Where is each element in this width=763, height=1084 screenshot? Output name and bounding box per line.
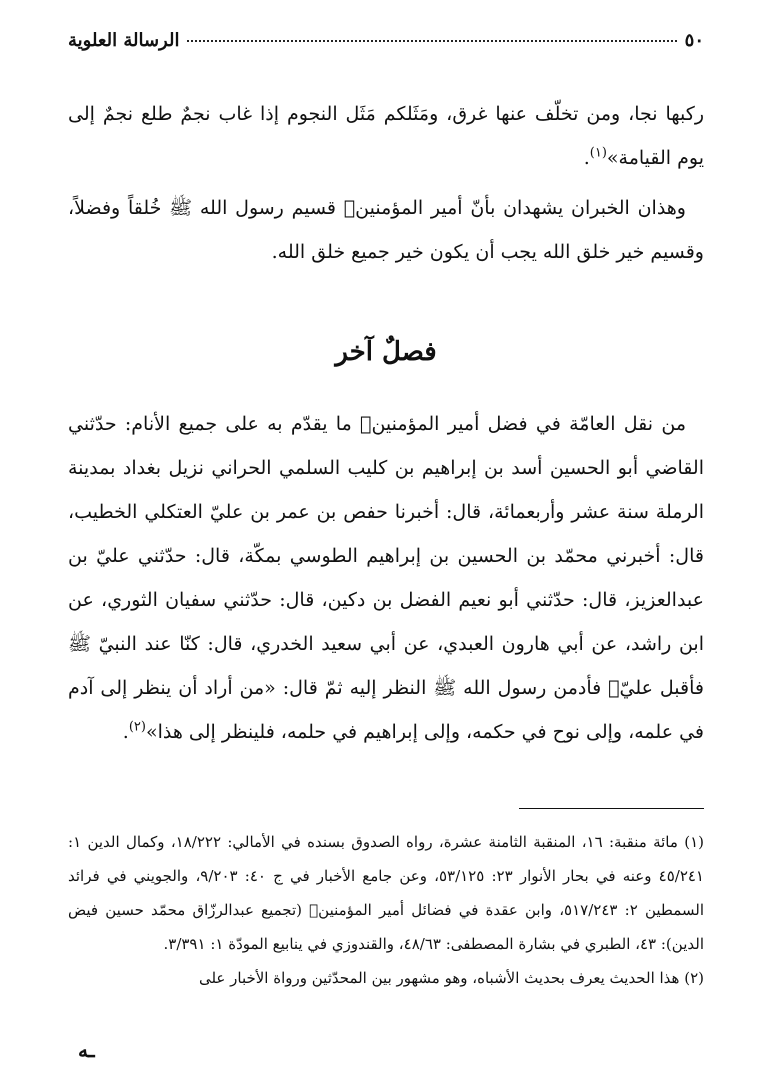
main-text bbox=[68, 92, 704, 754]
footnote-1: (١) مائة منقبة: ١٦، المنقبة الثامنة عشرة، رواه الصدوق بسنده في الأمالي: ١٨/٢٢٢، وكمال الدين ١: ٤٥/٢٤١ وعنه في بحار الأنوار ٢٣: ٥٣/١٢٥، وعن جامع الأخبار في ج ٤٠: ٩/٢٠٣، والجويني في فرائد السمطين ٢: ٥١٧/٢٤٣، وابن عقدة في فضائل أمير المؤمنين﷣ (تجميع عبدالرزّاق محمّد حسين فيض الدين): ٤٣، الطبري في بشارة المصطفى: ٤٨/٦٣، والقندوزي في ينابيع المودّة ١: ٣/٣٩١. bbox=[68, 833, 704, 953]
page-number: ٥٠ bbox=[684, 30, 704, 51]
continuation-mark: ـه bbox=[78, 1038, 95, 1062]
footnotes bbox=[68, 825, 704, 995]
book-page bbox=[68, 30, 704, 995]
footnote-2: (٢) هذا الحديث يعرف بحديث الأشباه، وهو مشهور بين المحدّثين ورواة الأخبار على bbox=[198, 969, 704, 987]
section-paragraph: من نقل العامّة في فضل أمير المؤمنين﷣ ما يقدّم به على جميع الأنام: حدّثني القاضي أبو الحسين أسد بن إبراهيم بن كليب السلمي الحراني نزيل بغداد بمدينة الرملة سنة عشر وأربعمائة، قال: أخبرنا حفص بن عمر بن عليّ العتكلي الخطيب، قال: أخبرني محمّد بن الحسين بن إبراهيم الطوسي بمكّة، قال: حدّثني عليّ بن عبدالعزيز، قال: حدّثني أبو نعيم الفضل بن دكين، قال: حدّثني سفيان الثوري، عن ابن راشد، عن أبي هارون العبدي، عن أبي سعيد الخدري، قال: كنّا عند النبيّ ﷺ فأقبل عليّ﷣ فأدمن رسول الله ﷺ النظر إليه ثمّ قال: «من أراد أن ينظر إلى آدم في علمه، وإلى نوح في حكمه، وإلى إبراهيم في حلمه، فلينظر إلى هذا»$^{(٢)}$. bbox=[68, 413, 704, 743]
footnote-ref-2: (٢) bbox=[128, 719, 146, 735]
paragraph-2: وهذان الخبران يشهدان بأنّ أمير المؤمنين﷣ قسيم رسول الله ﷺ خُلقاً وفضلاً، وقسيم خير خلق الله يجب أن يكون خير جميع خلق الله. bbox=[68, 197, 704, 263]
section-heading: فصلٌ آخر bbox=[335, 337, 437, 367]
footnote-separator bbox=[519, 808, 704, 809]
running-title: الرسالة العلوية bbox=[68, 30, 180, 51]
header-dotted-leader bbox=[187, 39, 676, 42]
footnote-ref-1: (١) bbox=[589, 145, 607, 161]
paragraph-1: ركبها نجا، ومن تخلّف عنها غرق، ومَثَلكم مَثَل النجوم إذا غاب نجمٌ طلع نجمٌ إلى يوم القيامة»$^{(١)}$. bbox=[68, 103, 704, 169]
page-header bbox=[68, 30, 704, 64]
